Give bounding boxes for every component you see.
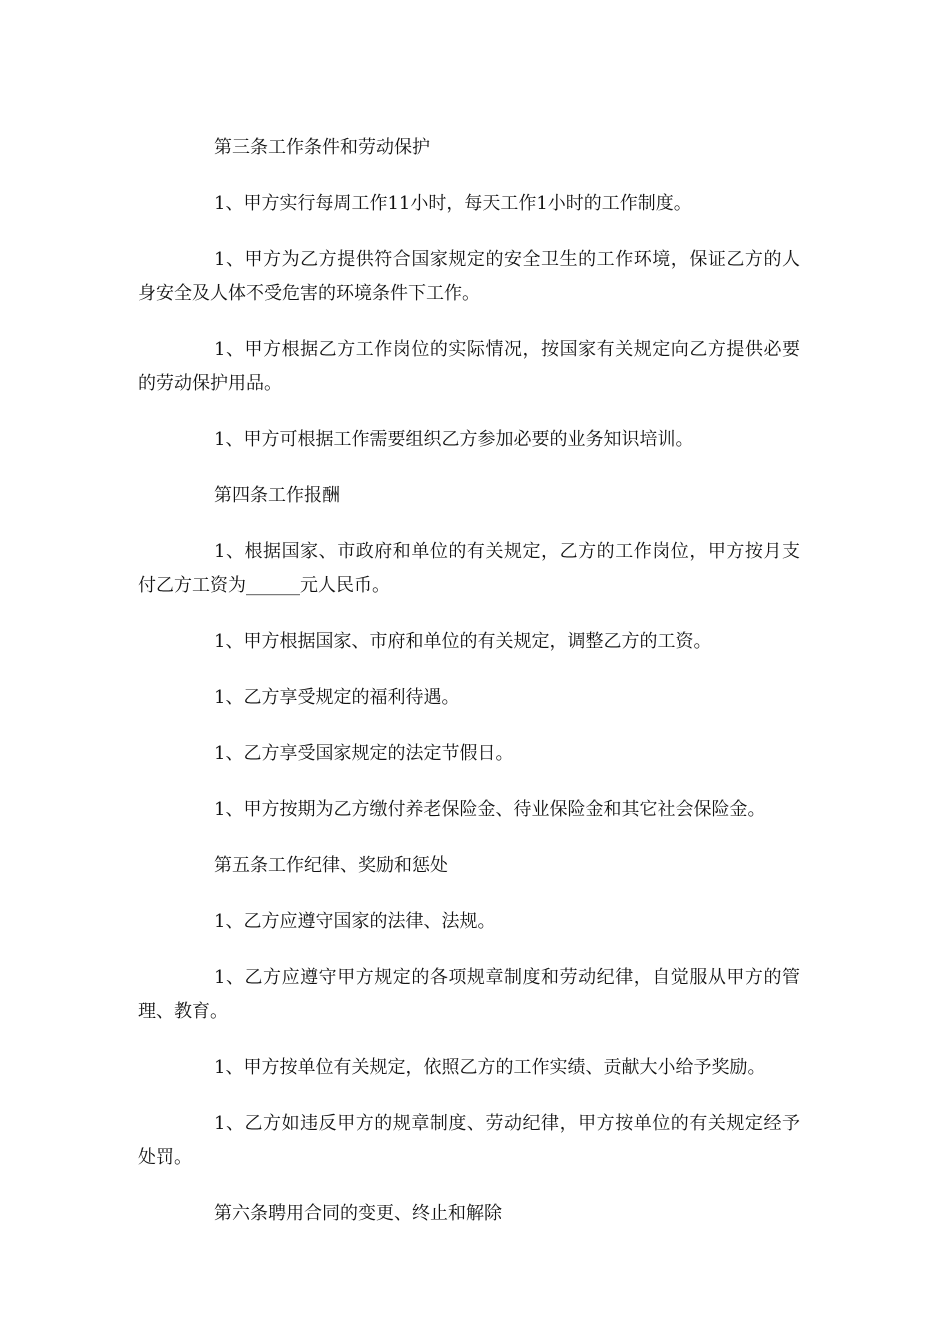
section-heading-3: 第三条工作条件和劳动保护 — [214, 137, 430, 158]
clause-paragraph: 1、甲方按期为乙方缴付养老保险金、待业保险金和其它社会保险金。 — [214, 799, 766, 820]
clause-paragraph: 1、乙方享受规定的福利待遇。 — [214, 687, 460, 708]
clause-paragraph: 1、乙方享受国家规定的法定节假日。 — [214, 743, 514, 764]
clause-paragraph: 1、甲方实行每周工作11小时，每天工作1小时的工作制度。 — [214, 193, 692, 214]
clause-paragraph: 1、甲方根据国家、市府和单位的有关规定，调整乙方的工资。 — [214, 631, 712, 652]
clause-paragraph: 1、根据国家、市政府和单位的有关规定，乙方的工作岗位，甲方按月支付乙方工资为______元人民币。 — [138, 541, 800, 596]
section-heading-5: 第五条工作纪律、奖励和惩处 — [214, 855, 448, 876]
clause-paragraph: 1、甲方根据乙方工作岗位的实际情况，按国家有关规定向乙方提供必要的劳动保护用品。 — [138, 339, 800, 394]
clause-paragraph: 1、乙方如违反甲方的规章制度、劳动纪律，甲方按单位的有关规定经予处罚。 — [138, 1113, 800, 1168]
clause-paragraph: 1、甲方按单位有关规定，依照乙方的工作实绩、贡献大小给予奖励。 — [214, 1057, 766, 1078]
clause-paragraph: 1、乙方应遵守甲方规定的各项规章制度和劳动纪律，自觉服从甲方的管理、教育。 — [138, 967, 800, 1022]
document-body — [138, 131, 800, 1253]
clause-paragraph: 1、甲方为乙方提供符合国家规定的安全卫生的工作环境，保证乙方的人身安全及人体不受危害的环境条件下工作。 — [138, 249, 800, 304]
clause-paragraph: 1、乙方应遵守国家的法律、法规。 — [214, 911, 496, 932]
clause-paragraph: 1、甲方可根据工作需要组织乙方参加必要的业务知识培训。 — [214, 429, 694, 450]
section-heading-6: 第六条聘用合同的变更、终止和解除 — [214, 1203, 502, 1224]
section-heading-4: 第四条工作报酬 — [214, 485, 340, 506]
